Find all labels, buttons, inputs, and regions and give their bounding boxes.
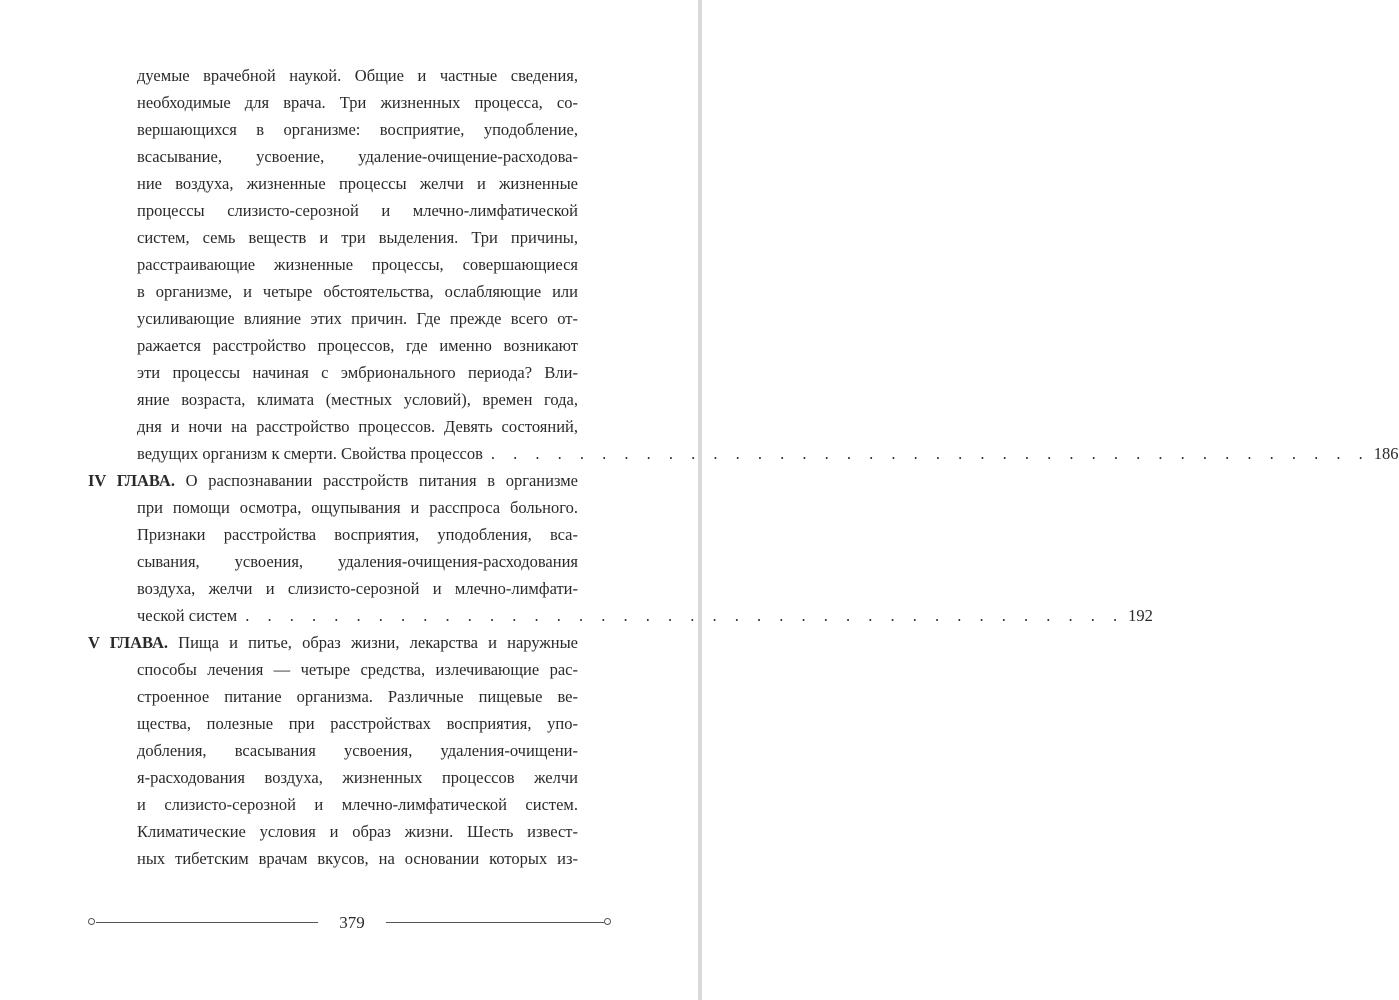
toc-line: воздуха, желчи и слизисто-серозной и млечно-лимфати-	[137, 579, 578, 598]
page-number: 379	[339, 913, 365, 932]
toc-line: О распознавании расстройств питания в организме	[185, 471, 579, 490]
toc-line: систем, семь веществ и три выделения. Три причины,	[137, 228, 578, 247]
toc-line: и слизисто-серозной и млечно-лимфатической систем.	[137, 795, 578, 814]
ornament-circle-icon	[604, 918, 611, 925]
table-of-contents	[88, 62, 1399, 872]
toc-line: необходимые для врача. Три жизненных процесса, со-	[137, 93, 578, 112]
page-reference: 192	[1128, 606, 1153, 625]
toc-line: Климатические условия и образ жизни. Шесть извест-	[137, 822, 578, 841]
chapter-iv-heading-line	[88, 467, 578, 494]
toc-line: яние возраста, климата (местных условий), времен года,	[137, 390, 578, 409]
toc-line: ражается расстройство процессов, где именно возникают	[137, 336, 578, 355]
toc-line: я-расходования воздуха, жизненных процессов желчи	[137, 768, 578, 787]
ornament-circle-icon	[88, 918, 95, 925]
toc-line: эти процессы начиная с эмбрионального периода? Вли-	[137, 363, 578, 382]
dot-leader: . . . . . . . . . . . . . . . . . . . . . . . . . . . . . . . . . . . . . . . .	[245, 606, 1125, 625]
toc-line: строенное питание организма. Различные пищевые ве-	[137, 687, 578, 706]
footer-rule	[96, 922, 318, 923]
toc-line: ведущих организм к смерти. Свойства процессов	[137, 444, 483, 463]
toc-line: в организме, и четыре обстоятельства, ослабляющие или	[137, 282, 578, 301]
toc-line: добления, всасывания усвоения, удаления-очищени-	[137, 741, 578, 760]
toc-line: щества, полезные при расстройствах восприятия, упо-	[137, 714, 578, 733]
toc-line: способы лечения — четыре средства, излечивающие рас-	[137, 660, 578, 679]
toc-line: при помощи осмотра, ощупывания и расспроса больного.	[137, 498, 578, 517]
toc-line: ных тибетским врачам вкусов, на основании которых из-	[137, 849, 578, 868]
toc-line: дня и ночи на расстройство процессов. Девять состояний,	[137, 417, 578, 436]
toc-line: вершающихся в организме: восприятие, уподобление,	[137, 120, 578, 139]
toc-entry-leader	[88, 602, 1153, 629]
toc-line: ние воздуха, жизненные процессы желчи и жизненные	[137, 174, 578, 193]
dot-leader: . . . . . . . . . . . . . . . . . . . . . . . . . . . . . . . . . . . . . . . .	[490, 444, 1370, 463]
toc-line: ческой систем	[137, 606, 238, 625]
page-footer	[88, 908, 612, 938]
page-edge	[698, 0, 702, 1000]
toc-line: усиливающие влияние этих причин. Где прежде всего от-	[137, 309, 578, 328]
page-reference: 186	[1373, 444, 1399, 463]
toc-line: расстраивающие жизненные процессы, совершающиеся	[137, 255, 578, 274]
toc-line: всасывание, усвоение, удаление-очищение-расходова-	[137, 147, 578, 166]
toc-line: Пища и питье, образ жизни, лекарства и наружные	[178, 633, 578, 652]
footer-rule	[386, 922, 604, 923]
toc-entry-leader	[88, 440, 1399, 467]
toc-line: процессы слизисто-серозной и млечно-лимфатической	[137, 201, 578, 220]
toc-line: дуемые врачебной наукой. Общие и частные сведения,	[137, 66, 578, 85]
chapter-iv-heading: IV ГЛАВА.	[88, 471, 175, 490]
chapter-v-heading: V ГЛАВА.	[88, 633, 168, 652]
toc-line: Признаки расстройства восприятия, уподобления, вса-	[137, 525, 578, 544]
toc-line: сывания, усвоения, удаления-очищения-расходования	[137, 552, 578, 571]
chapter-v-heading-line	[88, 629, 578, 656]
